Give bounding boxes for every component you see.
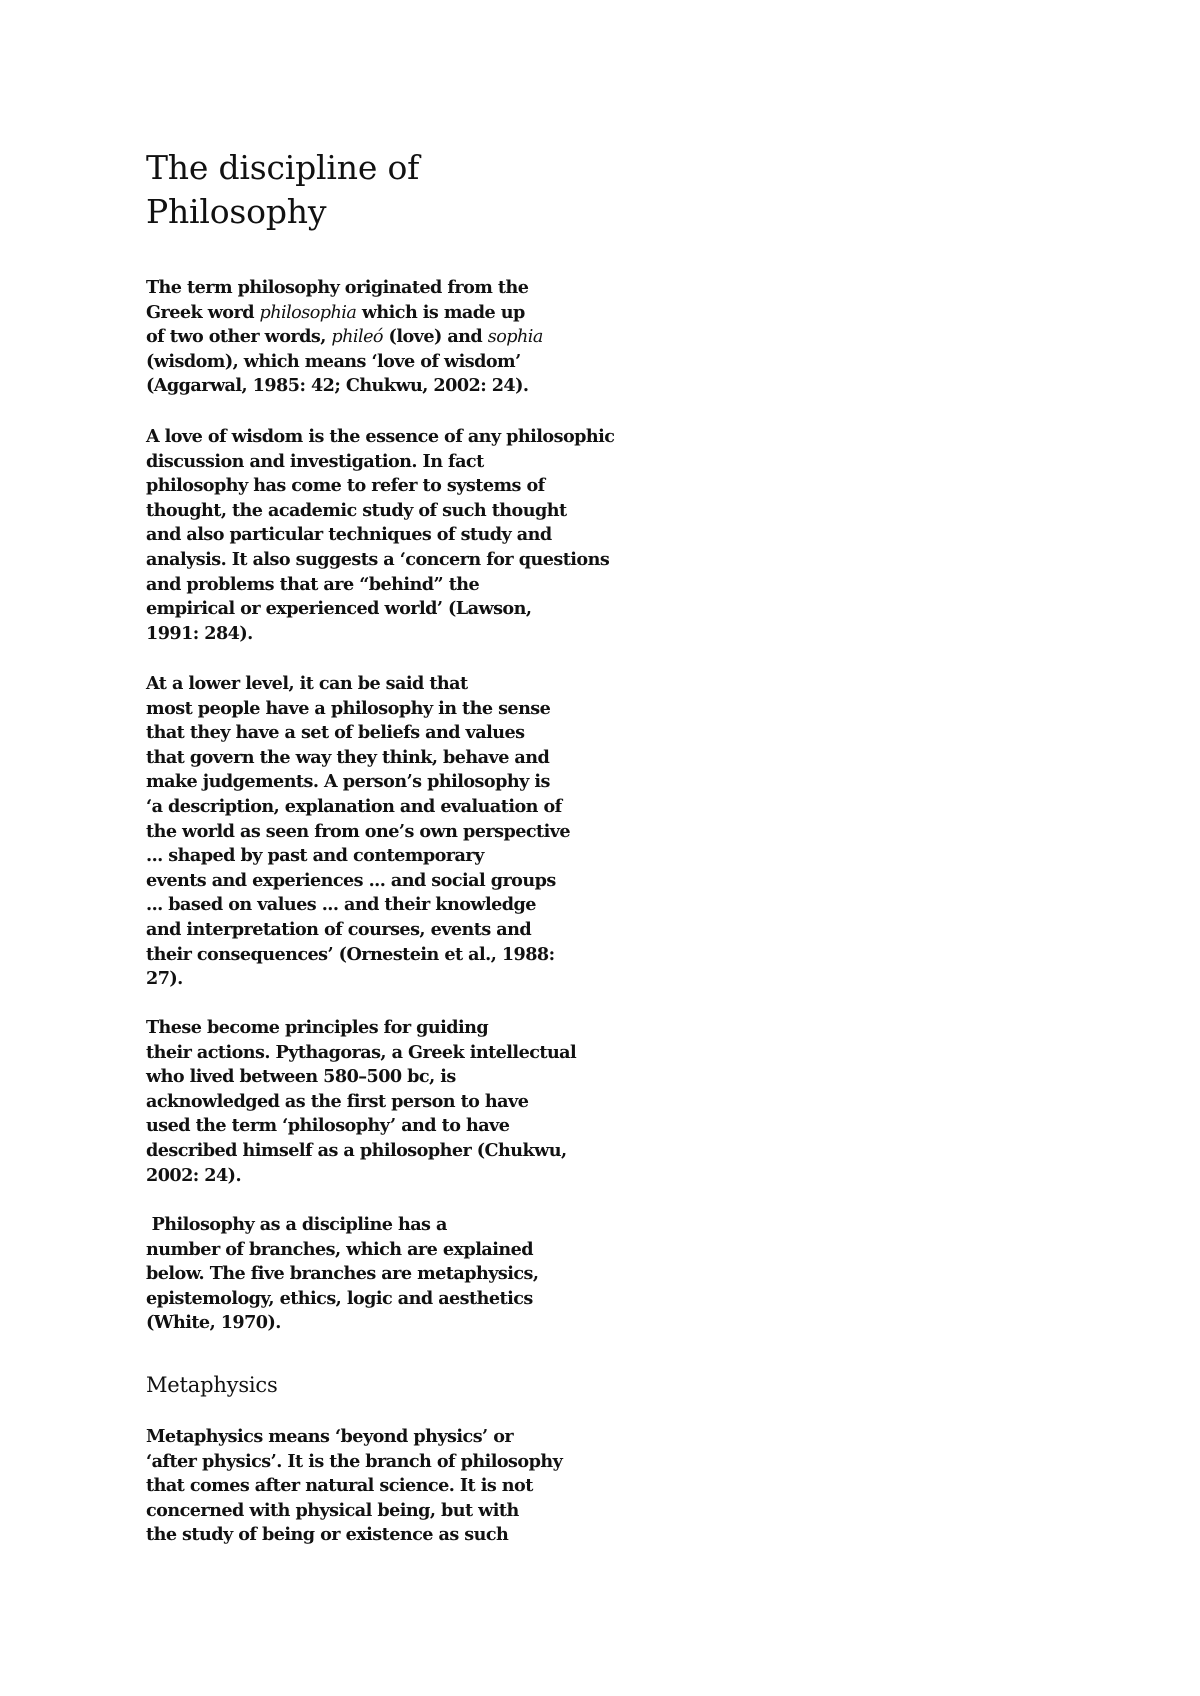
text-line: their consequences’ (Ornestein et al., 1988:: [146, 943, 555, 965]
text-line: (Aggarwal, 1985: 42; Chukwu, 2002: 24).: [146, 375, 529, 397]
text-line: empirical or experienced world’ (Lawson,: [146, 598, 532, 620]
text-line: the world as seen from one’s own perspective: [146, 820, 571, 842]
paragraph-personal-philosophy: [146, 672, 666, 992]
text-run: (love) and: [382, 326, 488, 348]
text-line: 2002: 24).: [146, 1164, 242, 1186]
paragraph-metaphysics: [146, 1425, 666, 1548]
text-line: their actions. Pythagoras, a Greek intellectual: [146, 1041, 577, 1063]
text-line: ‘a description, explanation and evaluation of: [146, 795, 562, 817]
section-heading-metaphysics: Metaphysics: [146, 1373, 278, 1397]
text-line: epistemology, ethics, logic and aesthetics: [146, 1287, 533, 1309]
text-line: The term philosophy originated from the: [146, 277, 529, 298]
text-line: below. The five branches are metaphysics,: [146, 1263, 539, 1285]
text-run: Greek word: [146, 301, 260, 323]
text-line: events and experiences ... and social groups: [146, 869, 556, 891]
text-line: At a lower level, it can be said that: [146, 673, 468, 694]
text-line: [146, 325, 666, 350]
text-line: make judgements. A person’s philosophy is: [146, 771, 550, 793]
text-run: which is made up: [356, 301, 525, 323]
text-line: ‘after physics’. It is the branch of philosophy: [146, 1450, 563, 1472]
paragraph-etymology: [146, 276, 666, 399]
italic-term: philosophia: [259, 302, 357, 323]
text-line: that govern the way they think, behave and: [146, 746, 550, 768]
text-line: A love of wisdom is the essence of any philosophic: [146, 426, 615, 447]
text-line: discussion and investigation. In fact: [146, 450, 484, 472]
text-line: Metaphysics means ‘beyond physics’ or: [146, 1426, 514, 1447]
text-line: who lived between 580–500 bc, is: [146, 1066, 456, 1088]
paragraph-love-of-wisdom: [146, 425, 666, 646]
text-line: and also particular techniques of study and: [146, 524, 552, 546]
text-line: most people have a philosophy in the sense: [146, 697, 551, 719]
text-line: [146, 301, 666, 326]
text-line: 1991: 284).: [146, 622, 253, 644]
text-line: Philosophy as a discipline has a: [146, 1214, 447, 1235]
text-line: used the term ‘philosophy’ and to have: [146, 1115, 510, 1137]
text-line: that they have a set of beliefs and values: [146, 722, 525, 744]
text-line: ... shaped by past and contemporary: [146, 845, 484, 867]
text-line: concerned with physical being, but with: [146, 1499, 519, 1521]
text-line: and problems that are “behind” the: [146, 573, 480, 595]
text-run: of two other words,: [146, 326, 332, 348]
text-line: acknowledged as the first person to have: [146, 1090, 529, 1112]
paragraph-branches: [146, 1213, 666, 1336]
text-line: and interpretation of courses, events and: [146, 918, 532, 940]
text-line: described himself as a philosopher (Chukwu,: [146, 1139, 567, 1161]
paragraph-pythagoras: [146, 1016, 666, 1188]
text-line: (wisdom), which means ‘love of wisdom’: [146, 350, 521, 372]
text-line: ... based on values ... and their knowledge: [146, 894, 536, 916]
text-line: that comes after natural science. It is not: [146, 1475, 533, 1497]
text-line: These become principles for guiding: [146, 1017, 489, 1038]
text-line: analysis. It also suggests a ‘concern for questions: [146, 548, 610, 570]
text-line: the study of being or existence as such: [146, 1524, 509, 1546]
text-line: thought, the academic study of such thought: [146, 499, 567, 521]
title-line: Philosophy: [146, 192, 327, 231]
text-line: philosophy has come to refer to systems of: [146, 475, 545, 497]
document-title: [146, 146, 646, 234]
text-line: (White, 1970).: [146, 1312, 281, 1334]
text-line: 27).: [146, 968, 183, 990]
title-line: The discipline of: [146, 148, 420, 187]
italic-term: sophia: [487, 327, 543, 348]
text-line: number of branches, which are explained: [146, 1238, 533, 1260]
italic-term: phileó: [331, 327, 383, 348]
